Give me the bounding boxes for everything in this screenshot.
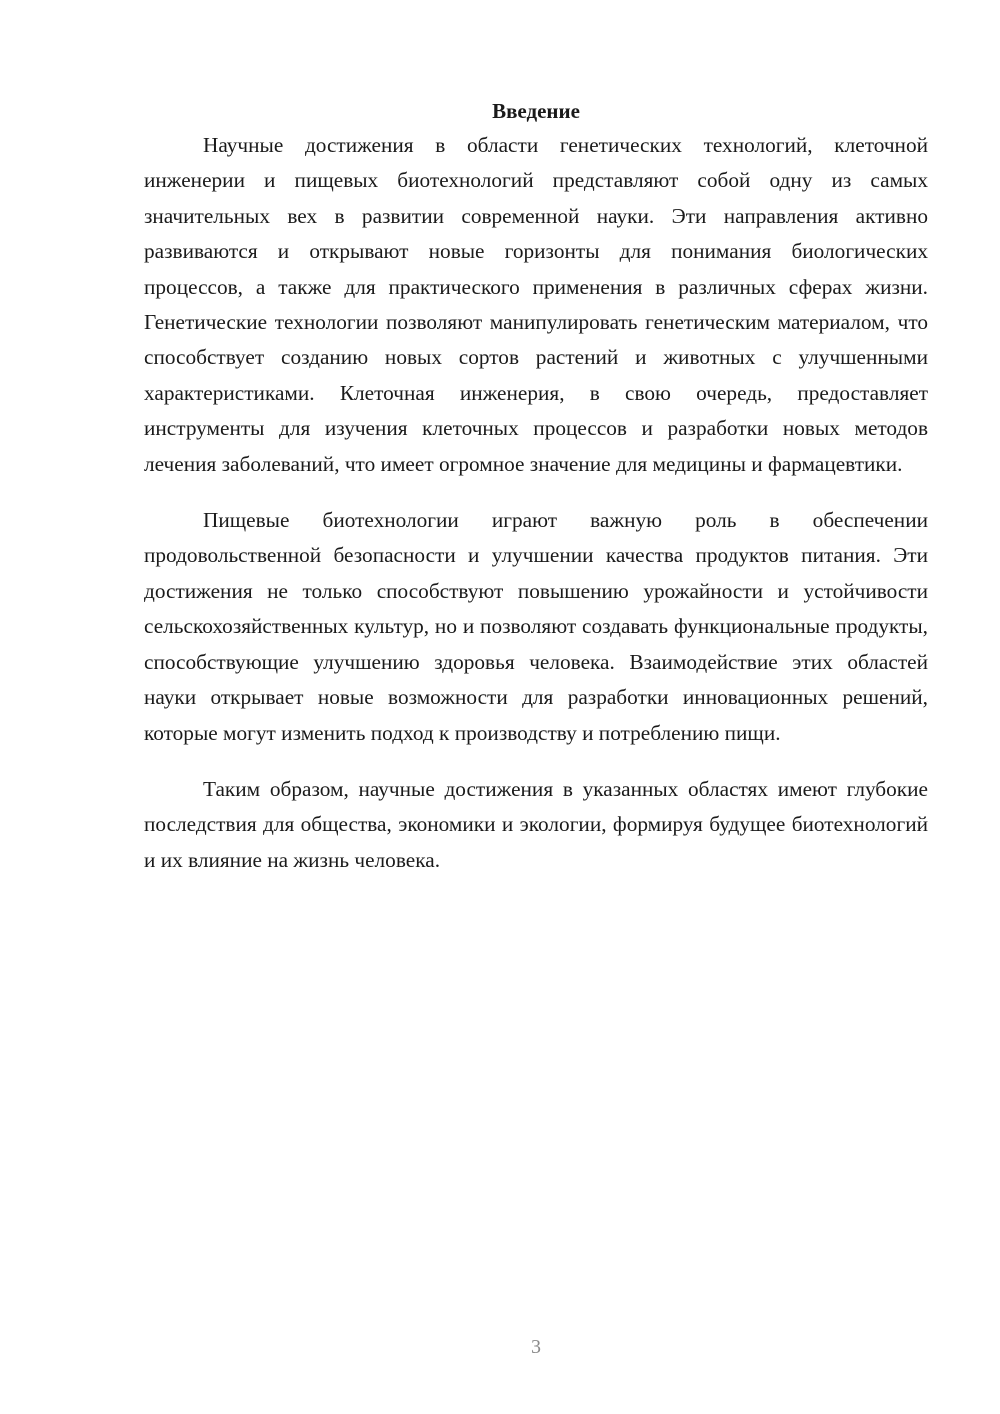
page-content xyxy=(144,96,928,878)
section-title: Введение xyxy=(492,99,580,123)
page-number: 3 xyxy=(531,1336,541,1358)
paragraph-conclusion: Таким образом, научные достижения в указанных областях имеют глубокие последствия для общества, экономики и экологии, формируя будущее биотехнологий и их влияние на жизнь человека. xyxy=(144,776,928,872)
paragraph-food-biotech: Пищевые биотехнологии играют важную роль в обеспечении продовольственной безопасности и улучшении качества продуктов питания. Эти достижения не только способствуют повышению урожайности и устойчивости сельскохозяйственных культур, но и позволяют создавать функциональные продукты, способствующие улучшению здоровья человека. Взаимодействие этих областей науки открывает новые возможности для разработки инновационных решений, которые могут изменить подход к производству и потреблению пищи. xyxy=(144,508,928,745)
paragraph-intro: Научные достижения в области генетических технологий, клеточной инженерии и пищевых биотехнологий представляют собой одну из самых значительных вех в развитии современной науки. Эти направления активно развиваются и открывают новые горизонты для понимания биологических процессов, а также для практического применения в различных сферах жизни. Генетические технологии позволяют манипулировать генетическим материалом, что способствует созданию новых сортов растений и животных с улучшенными характеристиками. Клеточная инженерия, в свою очередь, предоставляет инструменты для изучения клеточных процессов и разработки новых методов лечения заболеваний, что имеет огромное значение для медицины и фармацевтики. xyxy=(144,133,928,476)
